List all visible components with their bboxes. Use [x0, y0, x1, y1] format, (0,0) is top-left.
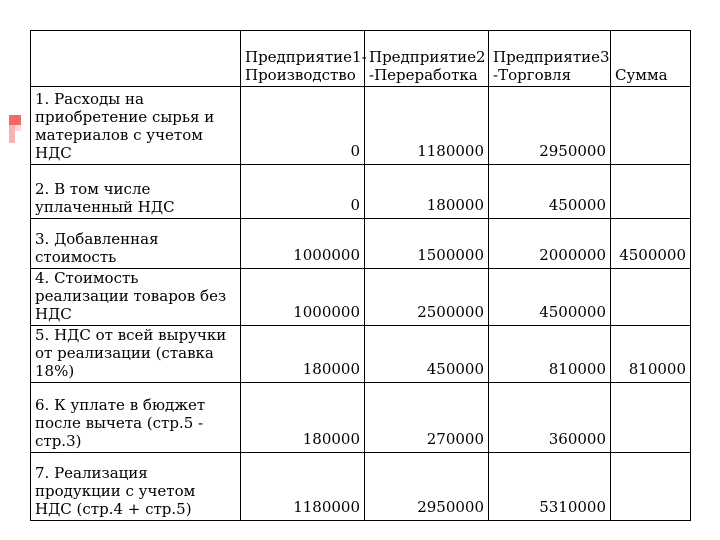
row-label: 4. Стоимость реализации товаров без НДС [31, 269, 241, 326]
row-label: 1. Расходы на приобретение сырья и материалов с учетом НДС [31, 87, 241, 165]
row-value-sum [611, 165, 691, 219]
row-value-enterprise-1: 0 [241, 87, 365, 165]
slide-bullet-icon [9, 115, 21, 143]
row-label: 2. В том числе уплаченный НДС [31, 165, 241, 219]
vat-calculation-table [30, 30, 691, 521]
row-value-enterprise-1: 0 [241, 165, 365, 219]
row-value-enterprise-2: 2500000 [365, 269, 489, 326]
row-value-enterprise-3: 2950000 [489, 87, 611, 165]
row-value-enterprise-3: 2000000 [489, 219, 611, 269]
row-value-enterprise-1: 1000000 [241, 269, 365, 326]
row-value-enterprise-3: 4500000 [489, 269, 611, 326]
table-header-row [31, 31, 691, 87]
row-value-enterprise-1: 180000 [241, 383, 365, 453]
header-enterprise-3: Предприятие3 -Торговля [489, 31, 611, 87]
header-empty-cell [31, 31, 241, 87]
row-value-enterprise-3: 5310000 [489, 453, 611, 521]
row-value-enterprise-2: 1180000 [365, 87, 489, 165]
row-value-enterprise-2: 2950000 [365, 453, 489, 521]
header-sum: Сумма [611, 31, 691, 87]
table-row [31, 269, 691, 326]
row-label: 6. К уплате в бюджет после вычета (стр.5 - стр.3) [31, 383, 241, 453]
table-row [31, 87, 691, 165]
header-enterprise-2: Предприятие2 -Переработка [365, 31, 489, 87]
row-value-sum: 4500000 [611, 219, 691, 269]
row-value-enterprise-3: 810000 [489, 326, 611, 383]
row-value-sum [611, 453, 691, 521]
row-value-enterprise-2: 270000 [365, 383, 489, 453]
table-row [31, 453, 691, 521]
row-value-enterprise-3: 450000 [489, 165, 611, 219]
row-value-enterprise-1: 180000 [241, 326, 365, 383]
row-label: 7. Реализация продукции с учетом НДС (стр.4 + стр.5) [31, 453, 241, 521]
table-row [31, 383, 691, 453]
table-row [31, 219, 691, 269]
row-value-sum [611, 269, 691, 326]
row-value-enterprise-3: 360000 [489, 383, 611, 453]
row-label: 3. Добавленная стоимость [31, 219, 241, 269]
row-value-sum: 810000 [611, 326, 691, 383]
table-row [31, 165, 691, 219]
header-enterprise-1: Предприятие1- Производство [241, 31, 365, 87]
row-value-enterprise-2: 450000 [365, 326, 489, 383]
row-value-sum [611, 87, 691, 165]
row-value-enterprise-2: 1500000 [365, 219, 489, 269]
row-value-enterprise-1: 1180000 [241, 453, 365, 521]
table-row [31, 326, 691, 383]
row-value-enterprise-1: 1000000 [241, 219, 365, 269]
row-value-enterprise-2: 180000 [365, 165, 489, 219]
row-label: 5. НДС от всей выручки от реализации (ставка 18%) [31, 326, 241, 383]
row-value-sum [611, 383, 691, 453]
